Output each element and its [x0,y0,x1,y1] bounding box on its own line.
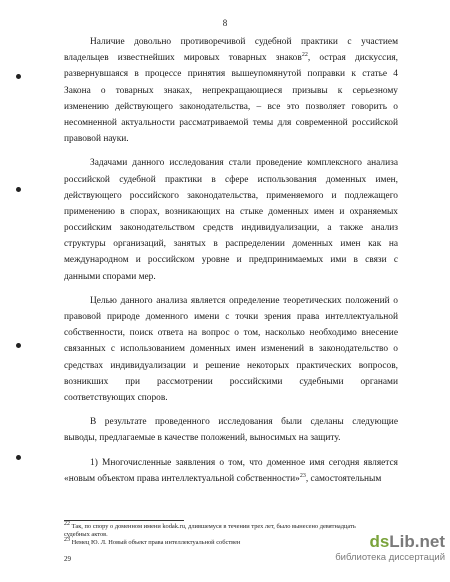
footnote-text: судебных актов. [64,531,108,538]
line-text: российским законодательством средств индивидуализации, а также анализ [64,223,398,234]
text-line [64,115,398,131]
footnote-page-number: 29 [64,555,71,563]
line-text: соответствующих споров. [64,392,168,403]
text-line [64,188,398,204]
line-text: 1) Многочисленные заявления о том, что доменное имя сегодня является [90,457,398,468]
line-text: выводы, предлагаемые в качестве положений, выносимых на защиту. [64,433,341,444]
paragraph [64,155,398,285]
margin-dot [16,455,21,460]
line-text: структуры организаций, занятых в распределении доменных имен как на [64,239,398,250]
line-text: возникших при рассмотрении российскими судебными органами [64,376,398,387]
line-text: данными спорами мер. [64,271,156,282]
margin-dot [16,343,21,348]
text-line [64,325,398,341]
text-line [64,99,398,115]
body-text [64,34,398,487]
watermark-logo: dsLib.net [369,532,445,551]
footnote-number: 23 [64,536,70,543]
paragraph-gap [64,447,398,455]
text-line [64,293,398,309]
line-text: владельцев известнейших мировых товарных знаков [64,53,302,64]
text-line [64,131,398,147]
footnote-text: Немец Ю. Л. Новый объект права интеллектуальной собствен [71,539,241,546]
line-text: Задачами данного исследования стали проведение комплексного анализа [90,158,398,169]
footnote-number: 22 [64,520,70,527]
paragraph [64,455,398,487]
line-text: собственности, поиск ответа на вопрос о том, насколько необходимо внесение [64,328,398,339]
paragraph-gap [64,147,398,155]
text-line [64,220,398,236]
paragraph [64,293,398,406]
line-text: изменению действующего законодательства, – все это позволяет говорить о [64,101,398,112]
text-line [64,358,398,374]
line-text: российской судебной практики в сфере использования доменных имен, [64,174,398,185]
line-text: применению в спорах, возникающих на стыке доменных имен и охраняемых [64,206,398,217]
line-text: В результате проведенного исследования были сделаны следующие [90,417,398,428]
line-text: несомненной актуальности рассматриваемой темы для современной российской [64,117,398,128]
text-line [64,172,398,188]
text-line [64,309,398,325]
footnote-rule [64,520,184,521]
footnote-ref: 23 [299,472,306,479]
paragraph [64,414,398,446]
text-line [64,455,398,471]
line-text: Наличие довольно противоречивой судебной практики с участием [90,37,398,47]
footnote-text: Так, по спору о доменном имени kodak.ru, длившемуся в течении трех лет, было вынесено девятнадцать [71,523,356,530]
paragraph [64,34,398,147]
line-text: Целью данного анализа является определение теоретических положений о [90,295,398,306]
line-text: средствах индивидуализации и решение некоторых практических вопросов, [64,360,398,371]
margin-dot [16,187,21,192]
page-number: 8 [222,18,228,28]
line-text: , острая дискуссия, [307,53,399,64]
text-line [64,34,398,50]
watermark-tagline: библиотека диссертаций [335,552,445,563]
line-text: связанных с использованием доменных имен изменений в законодательство о [64,344,398,355]
text-line [64,236,398,252]
text-line [64,471,398,487]
site-watermark [300,532,445,564]
text-line [64,155,398,171]
text-line [64,66,398,82]
footnote [64,520,364,531]
line-text: действующего российского законодательства, применяемого и подлежащего [64,190,398,201]
footnote-ref: 22 [301,52,308,59]
text-line [64,83,398,99]
text-line [64,50,398,66]
text-line [64,374,398,390]
text-line [64,204,398,220]
text-line [64,414,398,430]
line-text: «новым объектом права интеллектуальной собственности» [64,473,300,484]
text-line [64,252,398,268]
text-line [64,390,398,406]
margin-dot [16,74,21,79]
line-text: , самостоятельным [305,473,382,484]
text-line [64,269,398,285]
paragraph-gap [64,406,398,414]
text-line [64,341,398,357]
text-line [64,430,398,446]
line-text: Закона о товарных знаках, непрекращающиеся призывы к серьезному [64,85,398,96]
line-text: правовой природе доменного имени с точки зрения права интеллектуальной [64,312,398,322]
line-text: международном и российском уровне и предпринимаемых ими в связи с [64,255,398,266]
line-text: правовой науки. [64,134,129,145]
line-text: развернувшаяся в процессе принятия вышеупомянутой поправки к статье 4 [64,69,398,80]
paragraph-gap [64,285,398,293]
